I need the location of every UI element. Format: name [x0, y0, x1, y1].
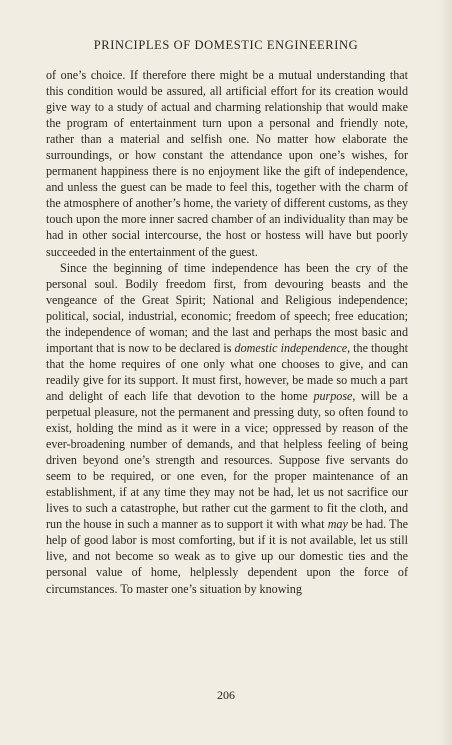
paragraph-1-text: of one’s choice. If therefore there might be a mutual understanding that this condition would be assured, all artificial effort for its creation would give way to a study of actual and charming relationship that would make the program of entertainment turn upon a personal and friendly note, rather than a material and selfish one. No matter how elaborate the surroundings, or how constant the attendance upon one’s wishes, for permanent happiness there is no enjoyment like the gift of independence, and unless the guest can be made to feel this, together with the charm of the atmosphere of another’s home, the variety of different customs, as they touch upon the more inner sacred chamber of an individuality than may be had in other social intercourse, the host or hostess will have but poorly succeeded in the entertainment of the guest.: [46, 68, 408, 259]
body-text: [46, 67, 408, 597]
paragraph-2-text-d: be had. The help of good labor is most comforting, but if it is not available, let us still live, and not become so weak as to give up our domestic ties and the personal value of home, helplessly dependent upon the force of circumstances. To master one’s situation by knowing: [46, 517, 408, 596]
emphasis-purpose: purpose: [313, 388, 353, 403]
paragraph-2-text-c: , will be a perpetual pleasure, not the permanent and pressing duty, so often found to exist, holding the mind as it were in a vice; oppressed by reason of the ever-broadening number of demands, and that helpless feeling of being driven beyond one’s strength and resources. Suppose five servants do seem to be required, or one even, for the proper maintenance of an establishment, if at any time they may not be had, let us not sacrifice our lives to such a catastrophe, but rather cut the garment to fit the cloth, and run the house in such a manner as to support it with what: [46, 388, 408, 532]
running-head: PRINCIPLES OF DOMESTIC ENGINEERING: [93, 38, 359, 52]
paragraph-2-text-a: Since the beginning of time independence has been the cry of the personal soul. Bodily freedom first, from devouring beasts and the vengeance of the Great Spirit; National and Religious independence; political, social, industrial, economic; freedom of speech; free education; the independence of woman; and the last and perhaps the most basic and important that is now to be declared is: [46, 260, 408, 355]
paragraph-2-text-b: , the thought that the home requires of one only what one chooses to give, and can readily give for its support. It must first, however, be made so much a part and delight of each life that devotion to the home: [46, 340, 408, 403]
paragraph-2: [46, 260, 408, 597]
emphasis-domestic-independence: domestic independence: [234, 340, 348, 355]
page-number: 206: [217, 688, 235, 702]
emphasis-may: may: [327, 517, 348, 532]
page-edge-shadow: [438, 0, 452, 745]
paragraph-1: [46, 67, 408, 260]
